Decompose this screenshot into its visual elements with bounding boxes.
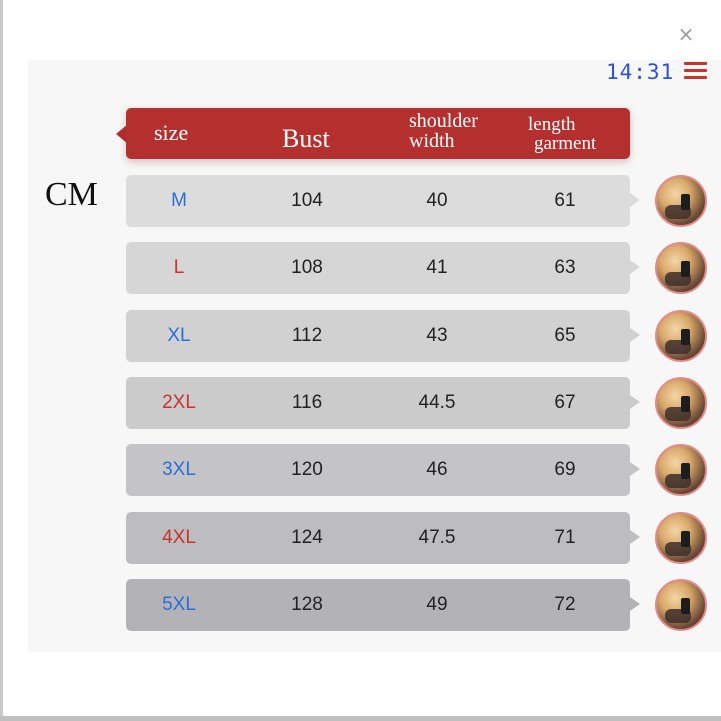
shoulder-cell: 43: [426, 325, 448, 346]
length-cell: 67: [554, 392, 576, 413]
header-length-garment: [528, 115, 618, 153]
size-row: [126, 512, 630, 564]
row-pointer: [630, 395, 640, 409]
bust-cell: 124: [291, 527, 323, 548]
header-size: size: [154, 120, 189, 145]
window-frame-left: [0, 0, 3, 721]
avatar-phone: [681, 396, 690, 412]
clock-display: 14:31: [606, 60, 675, 84]
size-row: [126, 175, 630, 227]
window-frame-bottom: [0, 716, 721, 721]
row-pointer: [630, 193, 640, 207]
shoulder-cell: 46: [426, 459, 448, 480]
avatar-phone: [681, 531, 690, 547]
length-cell: 61: [554, 190, 576, 211]
bust-cell: 116: [291, 392, 323, 413]
size-row: [126, 579, 630, 631]
user-avatar: [655, 377, 707, 429]
shoulder-cell: 44.5: [418, 392, 456, 413]
size-cell: L: [173, 257, 185, 278]
size-row: [126, 377, 630, 429]
size-row: [126, 310, 630, 362]
user-avatar: [655, 512, 707, 564]
user-avatar: [655, 175, 707, 227]
size-row: [126, 444, 630, 496]
unit-label: CM: [45, 176, 98, 213]
bust-cell: 112: [291, 325, 323, 346]
user-avatar: [655, 242, 707, 294]
size-cell: 2XL: [162, 392, 196, 413]
length-cell: 72: [554, 594, 576, 615]
shoulder-cell: 49: [426, 594, 448, 615]
avatar-phone: [681, 329, 690, 345]
shoulder-cell: 47.5: [418, 527, 456, 548]
row-pointer: [630, 597, 640, 611]
user-avatar: [655, 310, 707, 362]
size-cell: M: [171, 190, 187, 211]
size-cell: XL: [167, 325, 191, 346]
user-avatar: [655, 444, 707, 496]
bust-cell: 104: [291, 190, 323, 211]
shoulder-cell: 41: [426, 257, 448, 278]
size-cell: 3XL: [162, 459, 196, 480]
bust-cell: 108: [291, 257, 323, 278]
size-row: [126, 242, 630, 294]
user-avatar: [655, 579, 707, 631]
shoulder-cell: 40: [426, 190, 448, 211]
size-cell: 5XL: [162, 594, 196, 615]
bust-cell: 128: [291, 594, 323, 615]
header-bust: Bust: [282, 124, 330, 153]
length-cell: 65: [554, 325, 576, 346]
header-length-line1: length: [528, 114, 576, 135]
row-pointer: [630, 530, 640, 544]
header-shoulder-width: [409, 111, 499, 151]
length-cell: 71: [554, 527, 576, 548]
avatar-phone: [681, 194, 690, 210]
length-cell: 63: [554, 257, 576, 278]
close-icon[interactable]: ×: [677, 22, 695, 46]
row-pointer: [630, 462, 640, 476]
header-shoulder-line2: width: [409, 130, 455, 152]
header-shoulder-line1: shoulder: [409, 110, 478, 132]
row-pointer: [630, 260, 640, 274]
bust-cell: 120: [291, 459, 323, 480]
length-cell: 69: [554, 459, 576, 480]
size-cell: 4XL: [162, 527, 196, 548]
avatar-phone: [681, 598, 690, 614]
size-chart-header: [126, 108, 630, 159]
avatar-phone: [681, 261, 690, 277]
row-pointer: [630, 328, 640, 342]
avatar-phone: [681, 463, 690, 479]
header-length-line2: garment: [534, 133, 597, 154]
hamburger-menu-icon[interactable]: [684, 62, 707, 80]
